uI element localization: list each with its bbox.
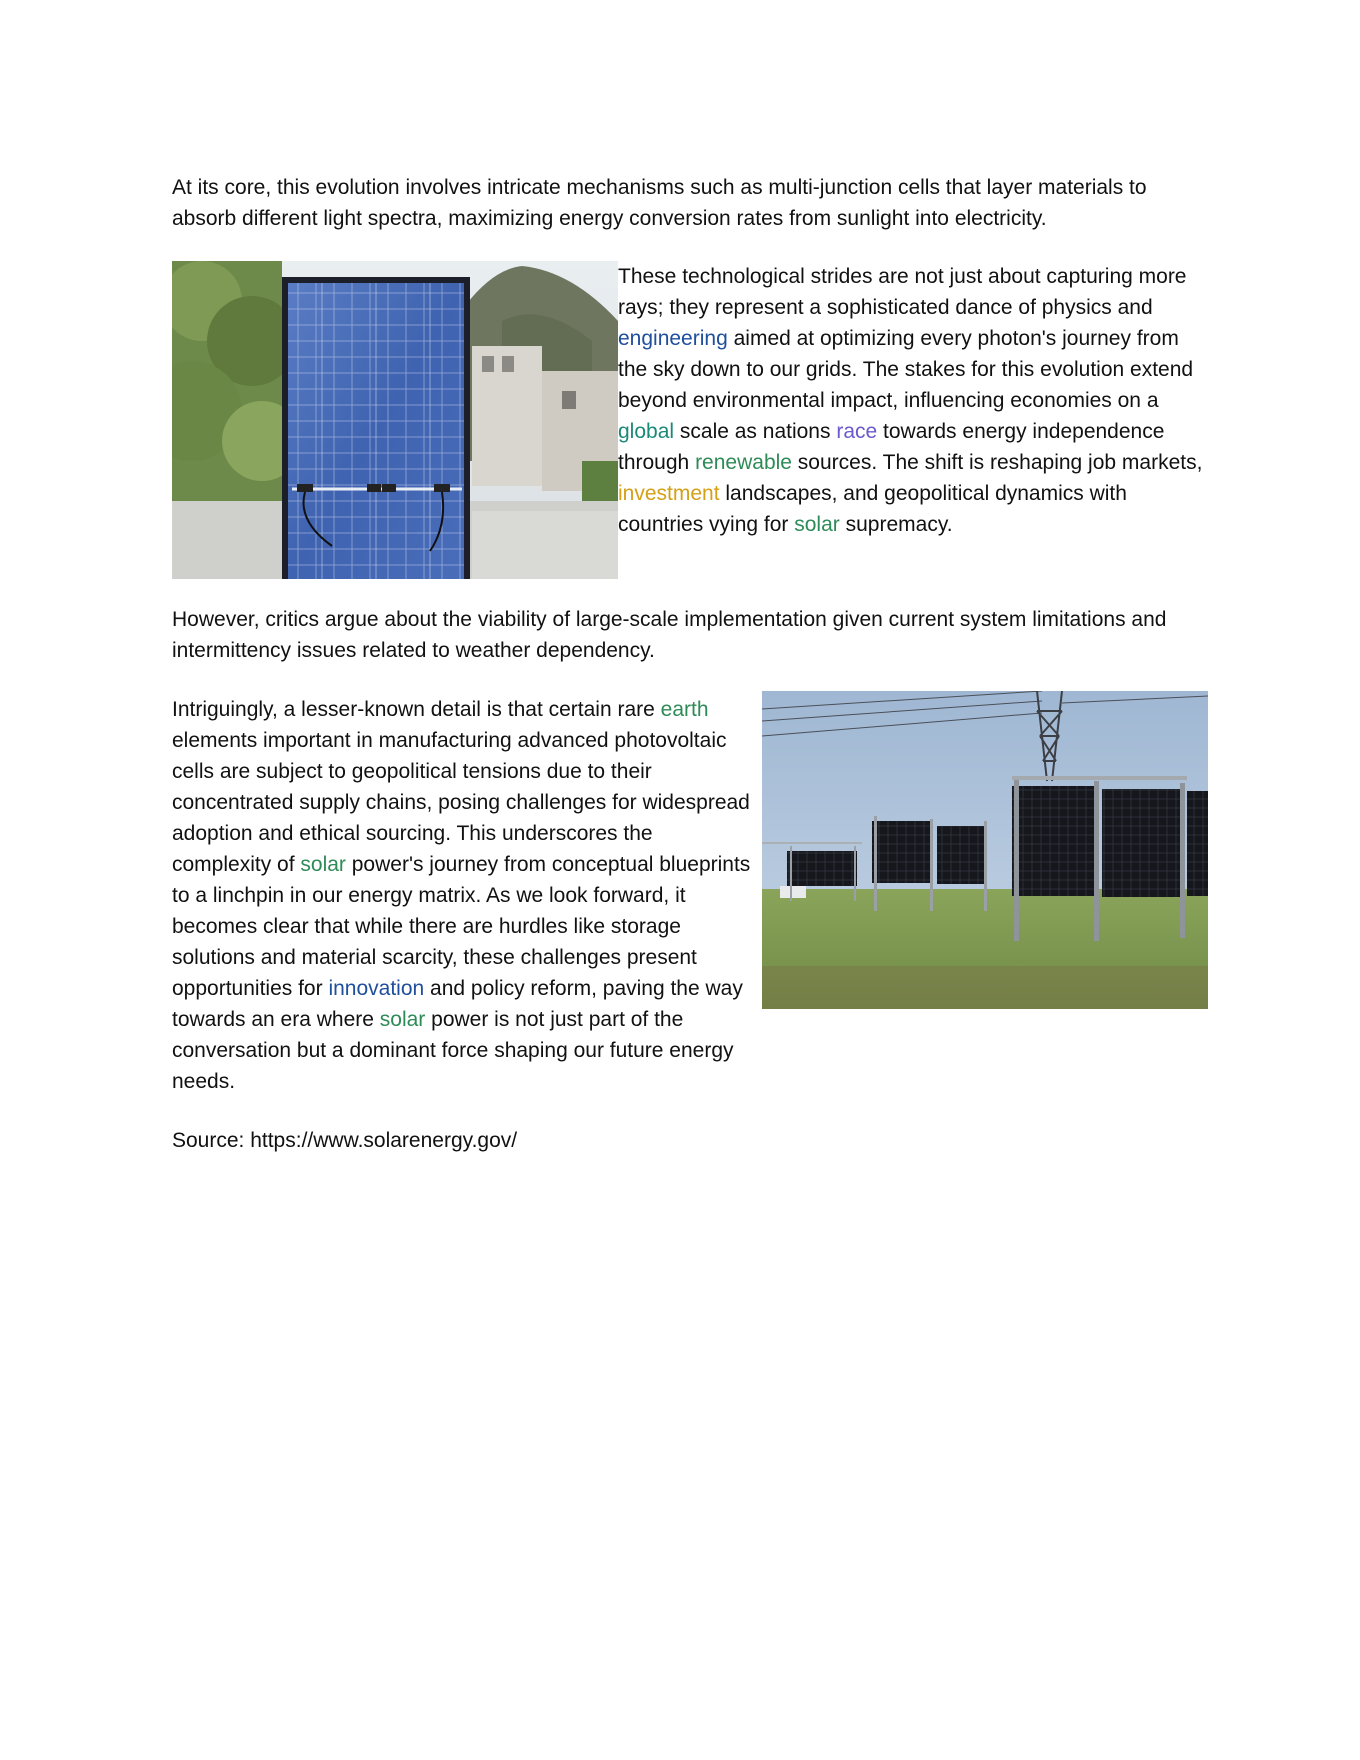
solar-farm-field-image	[762, 691, 1208, 1009]
image-text-row-1	[172, 261, 1208, 579]
text-segment: power's journey from conceptual blueprints to a linchpin in our energy matrix. As we look forward, it becomes clear that while there are hurdles like storage solutions and material scarcity, these challenges present opportunities for	[172, 853, 751, 1000]
keyword-solar: solar	[379, 1008, 426, 1031]
keyword-race: race	[836, 420, 878, 443]
text-segment: elements important in manufacturing advanced photovoltaic cells are subject to geopolitical tensions due to their concentrated supply chains, posing challenges for widespread adoption and ethical sourcing. This underscores the complexity of	[172, 729, 750, 876]
text-segment: landscapes, and geopolitical dynamics with countries vying for	[618, 482, 1127, 536]
text-segment: These technological strides are not just about capturing more rays; they represent a sophisticated dance of physics and	[618, 265, 1187, 319]
solar-panel-rooftop-image	[172, 261, 618, 579]
keyword-investment: investment	[618, 482, 720, 505]
text-segment: sources. The shift is reshaping job markets,	[791, 451, 1203, 474]
keyword-innovation: innovation	[328, 977, 425, 1000]
paragraph-strides	[618, 261, 1208, 540]
paragraph-critics: However, critics argue about the viability of large-scale implementation given current system limitations and intermittency issues related to weather dependency.	[172, 608, 1167, 662]
text-segment: and policy reform, paving the way towards an era where	[172, 977, 743, 1031]
source-citation: Source: https://www.solarenergy.gov/	[172, 1129, 518, 1152]
paragraph-rare-earth	[172, 694, 752, 1097]
text-segment: aimed at optimizing every photon's journey from the sky down to our grids. The stakes for this evolution extend beyond environmental impact, influencing economies on a	[618, 327, 1194, 412]
keyword-global: global	[618, 420, 675, 443]
keyword-solar: solar	[794, 513, 840, 536]
paragraph-intro: At its core, this evolution involves intricate mechanisms such as multi-junction cells that layer materials to absorb different light spectra, maximizing energy conversion rates from sunlight into electricity.	[172, 176, 1147, 230]
document-page	[172, 172, 1208, 1156]
text-segment: supremacy.	[839, 513, 953, 536]
keyword-earth: earth	[660, 698, 709, 721]
text-segment: Intriguingly, a lesser-known detail is that certain rare	[172, 698, 661, 721]
text-segment: power is not just part of the conversation but a dominant force shaping our future energy needs.	[172, 1008, 734, 1093]
keyword-renewable: renewable	[695, 451, 792, 474]
image-text-row-2	[172, 691, 1208, 1097]
keyword-engineering: engineering	[618, 327, 728, 350]
keyword-solar: solar	[300, 853, 346, 876]
text-segment: scale as nations	[674, 420, 837, 443]
text-segment: towards energy independence through	[618, 420, 1165, 474]
